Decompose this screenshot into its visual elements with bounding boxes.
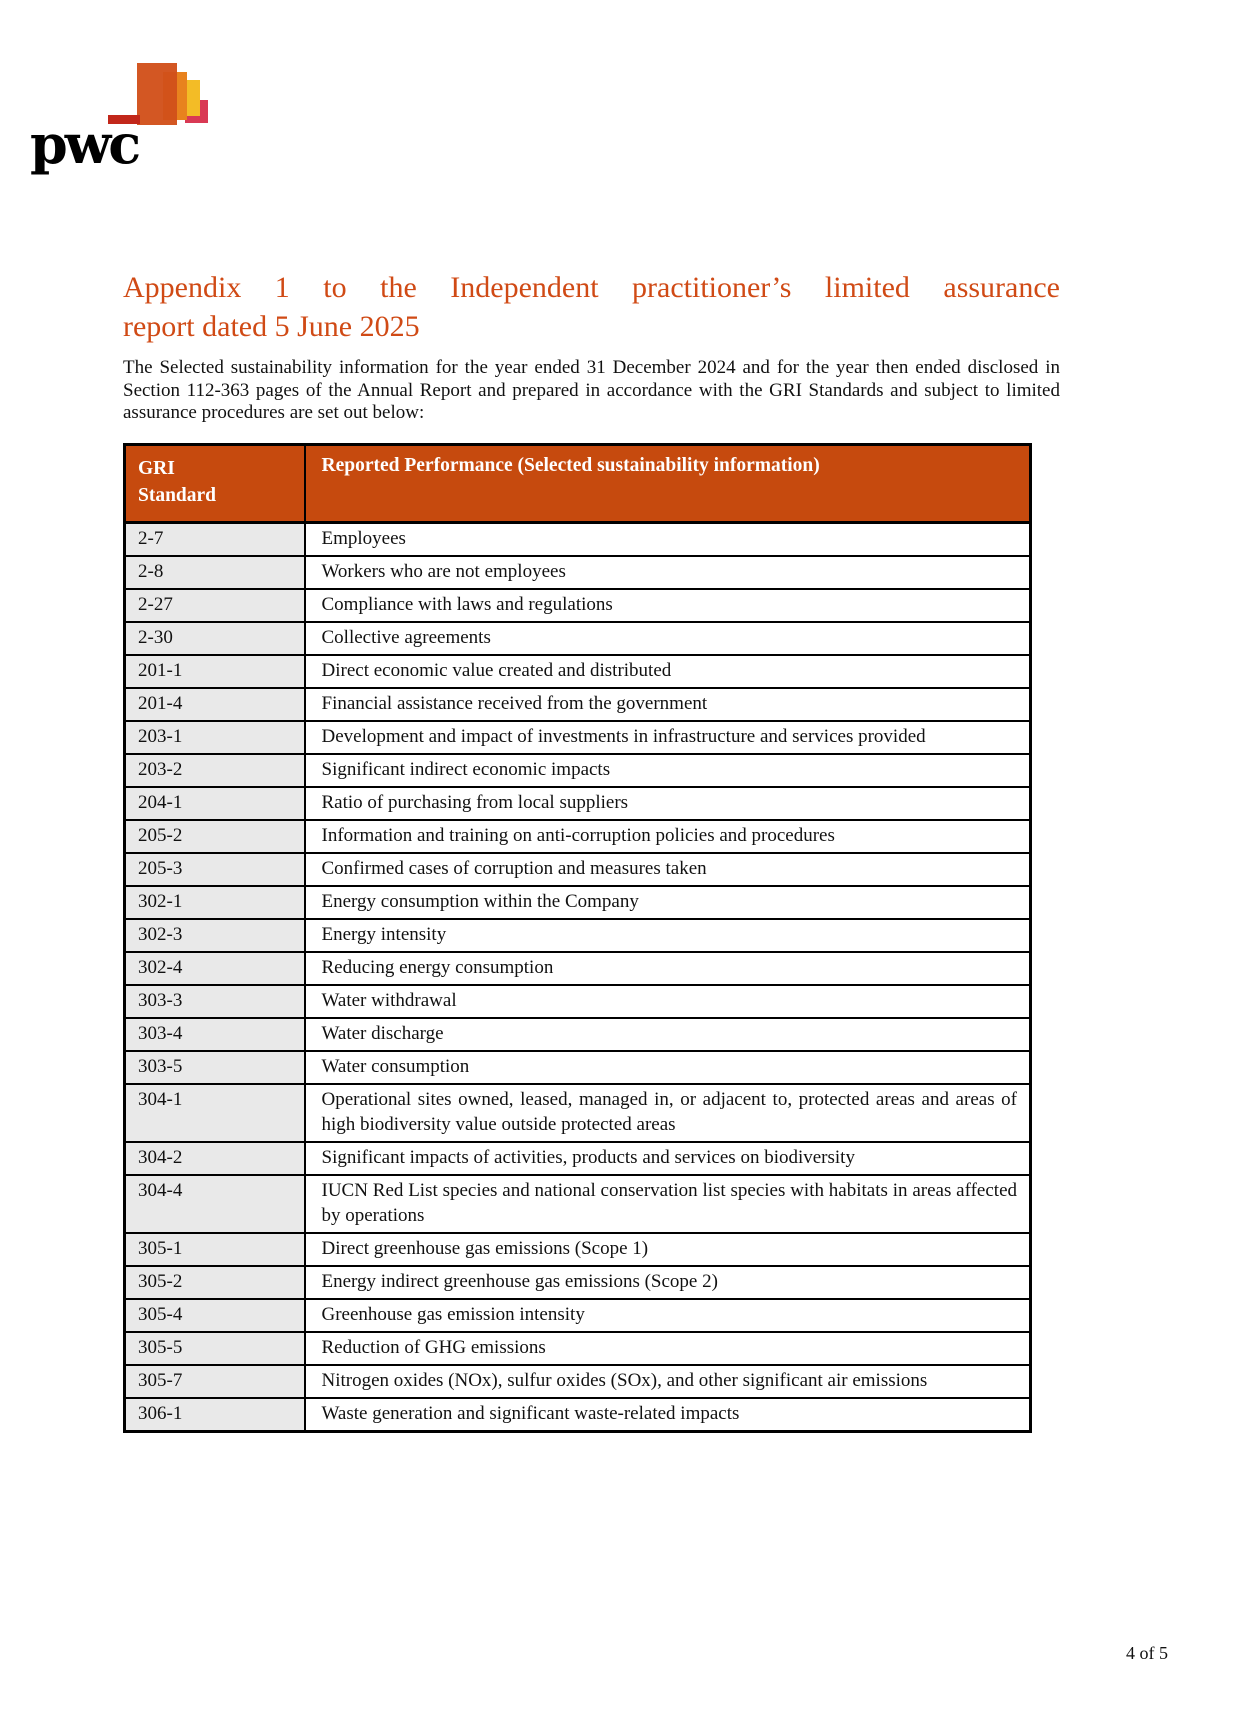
table-row xyxy=(125,820,1031,853)
gri-standard-cell: 302-4 xyxy=(125,952,305,985)
performance-cell: Compliance with laws and regulations xyxy=(305,589,1031,622)
table-row xyxy=(125,1051,1031,1084)
performance-cell: Collective agreements xyxy=(305,622,1031,655)
gri-standard-cell: 304-4 xyxy=(125,1175,305,1233)
table-row xyxy=(125,655,1031,688)
gri-standard-cell: 201-1 xyxy=(125,655,305,688)
gri-standard-cell: 203-2 xyxy=(125,754,305,787)
gri-standard-cell: 203-1 xyxy=(125,721,305,754)
performance-cell: Development and impact of investments in infrastructure and services provided xyxy=(305,721,1031,754)
intro-paragraph: The Selected sustainability information for the year ended 31 December 2024 and for the year then ended disclosed in Section 112-363 pages of the Annual Report and prepared in accordance with the GRI Standards and subject to limited assurance procedures are set out below: xyxy=(123,357,1060,423)
gri-standard-cell: 2-30 xyxy=(125,622,305,655)
table-row xyxy=(125,1266,1031,1299)
table-row xyxy=(125,1299,1031,1332)
pwc-wordmark: pwc xyxy=(30,112,139,176)
gri-standard-cell: 303-3 xyxy=(125,985,305,1018)
table-body xyxy=(125,523,1031,1432)
table-row xyxy=(125,589,1031,622)
table-row xyxy=(125,523,1031,557)
performance-cell: Energy consumption within the Company xyxy=(305,886,1031,919)
performance-cell: Reducing energy consumption xyxy=(305,952,1031,985)
gri-standard-cell: 304-1 xyxy=(125,1084,305,1142)
gri-standard-cell: 305-5 xyxy=(125,1332,305,1365)
gri-standard-cell: 305-4 xyxy=(125,1299,305,1332)
gri-standard-cell: 306-1 xyxy=(125,1398,305,1432)
logo-block-dark xyxy=(137,63,177,125)
performance-cell: Waste generation and significant waste-related impacts xyxy=(305,1398,1031,1432)
performance-cell: Water consumption xyxy=(305,1051,1031,1084)
table-header-row xyxy=(125,445,1031,523)
table-row xyxy=(125,886,1031,919)
performance-cell: Information and training on anti-corruption policies and procedures xyxy=(305,820,1031,853)
reported-performance-column-header: Reported Performance (Selected sustainability information) xyxy=(305,445,1031,523)
gri-standard-cell: 201-4 xyxy=(125,688,305,721)
performance-cell: Water withdrawal xyxy=(305,985,1031,1018)
table-row xyxy=(125,853,1031,886)
table-row xyxy=(125,952,1031,985)
table-row xyxy=(125,1142,1031,1175)
table-row xyxy=(125,1084,1031,1142)
gri-standard-cell: 305-1 xyxy=(125,1233,305,1266)
gri-standard-cell: 303-5 xyxy=(125,1051,305,1084)
performance-cell: IUCN Red List species and national conservation list species with habitats in areas affected by operations xyxy=(305,1175,1031,1233)
performance-cell: Significant indirect economic impacts xyxy=(305,754,1031,787)
table-row xyxy=(125,919,1031,952)
performance-cell: Financial assistance received from the government xyxy=(305,688,1031,721)
page-number: 4 of 5 xyxy=(1126,1643,1168,1663)
performance-cell: Workers who are not employees xyxy=(305,556,1031,589)
table-row xyxy=(125,1332,1031,1365)
gri-standard-cell: 2-27 xyxy=(125,589,305,622)
gri-standard-column-header: GRI Standard xyxy=(125,445,305,523)
table-row xyxy=(125,1018,1031,1051)
gri-standard-cell: 305-2 xyxy=(125,1266,305,1299)
table-header xyxy=(125,445,1031,523)
performance-cell: Energy intensity xyxy=(305,919,1031,952)
table-row xyxy=(125,754,1031,787)
table-row xyxy=(125,985,1031,1018)
gri-standard-cell: 302-3 xyxy=(125,919,305,952)
performance-cell: Direct greenhouse gas emissions (Scope 1) xyxy=(305,1233,1031,1266)
performance-cell: Confirmed cases of corruption and measures taken xyxy=(305,853,1031,886)
performance-cell: Water discharge xyxy=(305,1018,1031,1051)
gri-standards-table xyxy=(123,443,1032,1433)
table-row xyxy=(125,1398,1031,1432)
gri-standard-cell: 2-8 xyxy=(125,556,305,589)
table-row xyxy=(125,787,1031,820)
page-title xyxy=(123,268,1060,346)
gri-standard-cell: 205-3 xyxy=(125,853,305,886)
page-title-line2: report dated 5 June 2025 xyxy=(123,310,420,343)
performance-cell: Nitrogen oxides (NOx), sulfur oxides (SOx), and other significant air emissions xyxy=(305,1365,1031,1398)
performance-cell: Significant impacts of activities, products and services on biodiversity xyxy=(305,1142,1031,1175)
table-row xyxy=(125,688,1031,721)
gri-standard-cell: 2-7 xyxy=(125,523,305,557)
performance-cell: Direct economic value created and distributed xyxy=(305,655,1031,688)
performance-cell: Operational sites owned, leased, managed in, or adjacent to, protected areas and areas of high biodiversity value outside protected areas xyxy=(305,1084,1031,1142)
performance-cell: Ratio of purchasing from local suppliers xyxy=(305,787,1031,820)
performance-cell: Employees xyxy=(305,523,1031,557)
performance-cell: Reduction of GHG emissions xyxy=(305,1332,1031,1365)
performance-cell: Greenhouse gas emission intensity xyxy=(305,1299,1031,1332)
table-row xyxy=(125,1175,1031,1233)
gri-standard-cell: 305-7 xyxy=(125,1365,305,1398)
pwc-logo xyxy=(30,55,250,180)
table-row xyxy=(125,721,1031,754)
table-row xyxy=(125,1233,1031,1266)
gri-standard-cell: 204-1 xyxy=(125,787,305,820)
table-row xyxy=(125,622,1031,655)
gri-standard-cell: 205-2 xyxy=(125,820,305,853)
gri-standard-cell: 304-2 xyxy=(125,1142,305,1175)
gri-standard-cell: 303-4 xyxy=(125,1018,305,1051)
performance-cell: Energy indirect greenhouse gas emissions (Scope 2) xyxy=(305,1266,1031,1299)
gri-standard-cell: 302-1 xyxy=(125,886,305,919)
page-title-line1: Appendix 1 to the Independent practitioner’s limited assurance xyxy=(123,271,1060,304)
table-row xyxy=(125,556,1031,589)
table-row xyxy=(125,1365,1031,1398)
